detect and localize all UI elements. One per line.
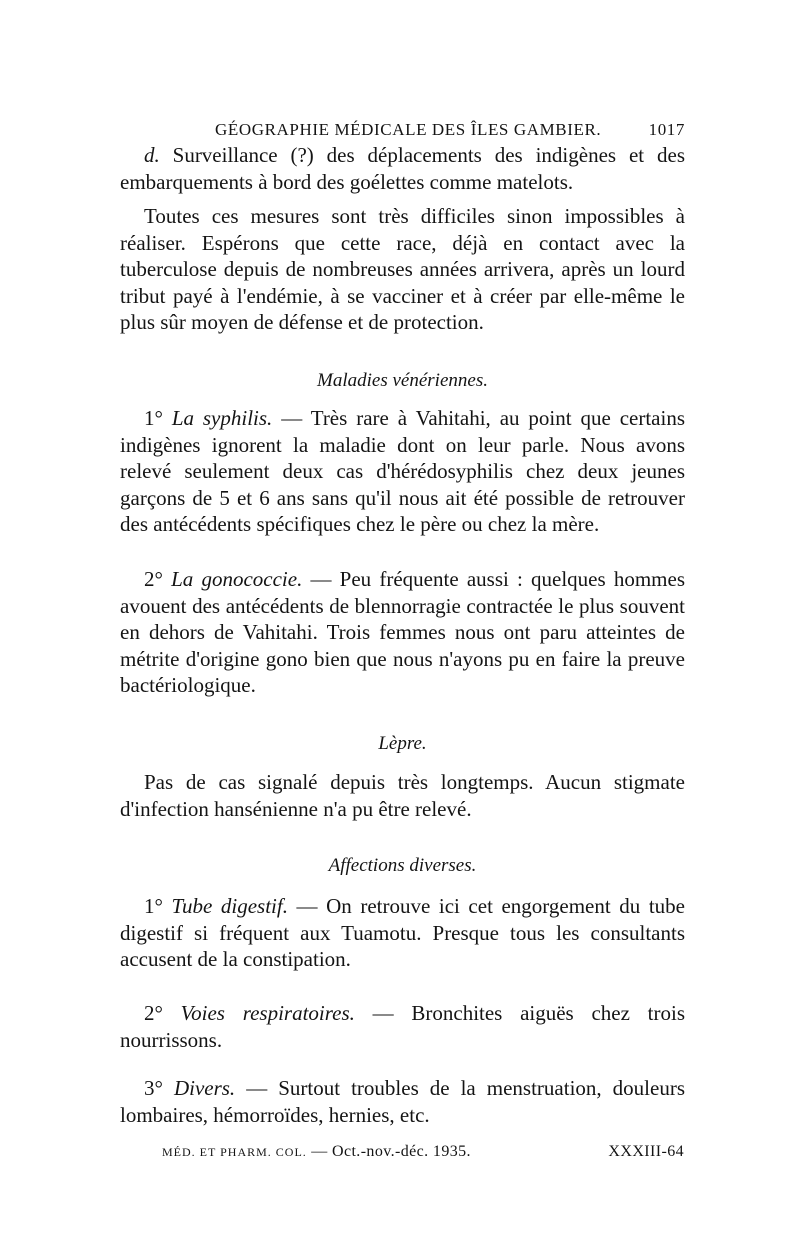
paragraph-surveillance: d. Surveillance (?) des déplacements des indigènes et des embarquements à bord des goélettes comme matelots. bbox=[120, 143, 685, 194]
signature-mark: XXXIII-64 bbox=[608, 1143, 684, 1160]
item-number: 1° bbox=[144, 406, 163, 430]
item-marker: d. bbox=[144, 143, 160, 167]
item-label: Tube digestif. bbox=[171, 894, 288, 918]
item-number: 2° bbox=[144, 567, 163, 591]
issue-date: — Oct.-nov.-déc. 1935. bbox=[306, 1143, 471, 1160]
item-label: La syphilis. bbox=[171, 406, 273, 430]
running-header bbox=[215, 120, 685, 140]
section-title-maladies-veneriennes: Maladies vénériennes. bbox=[317, 370, 488, 391]
section-title-lepre: Lèpre. bbox=[378, 733, 427, 754]
item-number: 3° bbox=[144, 1076, 163, 1100]
paragraph-tube-digestif: 1° Tube digestif. — On retrouve ici cet engorgement du tube digestif si fréquent aux Tuamotu. Presque tous les consultants accusent de la constipation. bbox=[120, 894, 686, 971]
item-number: 2° bbox=[144, 1001, 163, 1025]
journal-abbrev: MÉD. ET PHARM. COL. bbox=[162, 1145, 307, 1159]
page-footer bbox=[162, 1143, 684, 1161]
section-title-affections-diverses: Affections diverses. bbox=[328, 855, 477, 876]
paragraph-lepre: Pas de cas signalé depuis très longtemps. Aucun stigmate d'infection hansénienne n'a pu être relevé. bbox=[120, 770, 685, 821]
item-label: La gonococcie. bbox=[171, 567, 303, 591]
page-number: 1017 bbox=[648, 120, 685, 139]
footer-citation bbox=[162, 1143, 471, 1161]
paragraph-voies-respiratoires: 2° Voies respiratoires. — Bronchites aiguës chez trois nourrissons. bbox=[120, 1001, 685, 1052]
item-label: Divers. bbox=[173, 1076, 236, 1100]
paragraph-gonococcie: 2° La gonococcie. — Peu fréquente aussi : quelques hommes avouent des antécédents de blennorragie contractée le plus souvent en dehors de Vahitahi. Trois femmes nous ont paru atteintes de métrite d'origine gono bien que nous n'ayons pu en faire la preuve bactériologique. bbox=[120, 567, 686, 697]
item-label: Voies respiratoires. bbox=[180, 1001, 355, 1025]
paragraph-divers: 3° Divers. — Surtout troubles de la menstruation, douleurs lombaires, hémorroïdes, hernies, etc. bbox=[120, 1076, 685, 1127]
paragraph-syphilis: 1° La syphilis. — Très rare à Vahitahi, au point que certains indigènes ignorent la maladie dont on leur parle. Nous avons relevé seulement deux cas d'hérédosyphilis chez deux jeunes garçons de 5 et 6 ans sans qu'il nous ait été possible de retrouver des antécédents spécifiques chez le père ou chez la mère. bbox=[120, 406, 685, 536]
item-number: 1° bbox=[144, 894, 163, 918]
paragraph-mesures: Toutes ces mesures sont très difficiles sinon impossibles à réaliser. Espérons que cette race, déjà en contact avec la tuberculose depuis de nombreuses années arrivera, après un lourd tribut payé à l'endémie, à se vacciner et à créer par elle-même le plus sûr moyen de défense et de protection. bbox=[120, 204, 685, 334]
running-title: GÉOGRAPHIE MÉDICALE DES ÎLES GAMBIER. bbox=[215, 120, 602, 139]
